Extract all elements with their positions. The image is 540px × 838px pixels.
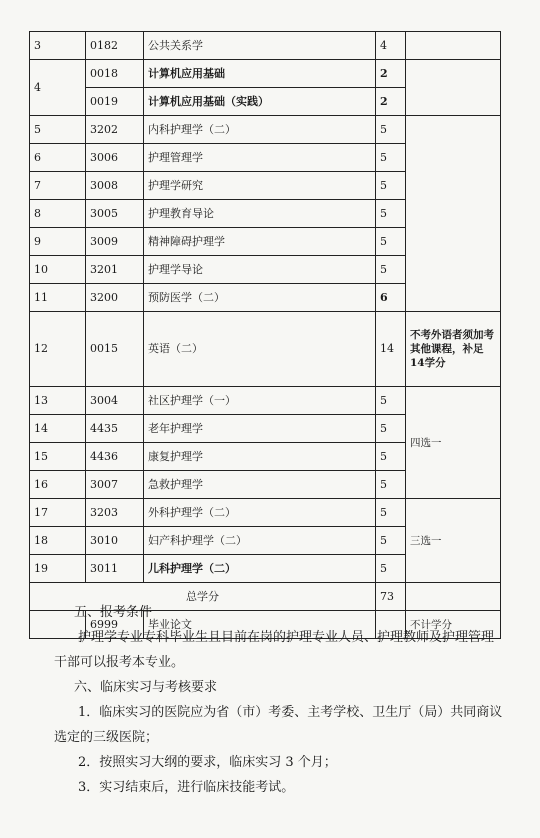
section-6-item-1: 1．临床实习的医院应为省（市）考委、主考学校、卫生厅（局）共同商议选定的三级医院；: [54, 705, 503, 745]
thesis-note: 不计学分: [406, 611, 501, 639]
row-no: 19: [30, 555, 86, 583]
course-credit: 5: [376, 555, 406, 583]
table-row: [30, 32, 501, 60]
course-credit: 5: [376, 443, 406, 471]
course-note: 不考外语者须加考其他课程，补足14学分: [406, 312, 501, 387]
course-code: 3203: [86, 499, 144, 527]
course-name: 康复护理学: [144, 443, 376, 471]
row-no: 13: [30, 387, 86, 415]
course-name: 护理教育导论: [144, 200, 376, 228]
course-name: 妇产科护理学（二）: [144, 527, 376, 555]
course-credit: 5: [376, 499, 406, 527]
course-code: 3006: [86, 144, 144, 172]
row-no: 7: [30, 172, 86, 200]
table-row: [30, 499, 501, 527]
course-name: 精神障碍护理学: [144, 228, 376, 256]
course-credit: 5: [376, 387, 406, 415]
thesis-name: 毕业论文: [144, 611, 376, 639]
total-credit: 73: [376, 583, 406, 611]
course-credit: 5: [376, 415, 406, 443]
course-note: 四选一: [406, 387, 501, 499]
total-label: 总学分: [30, 583, 376, 611]
course-note: [406, 116, 501, 312]
section-5-title: 五、报考条件: [74, 605, 153, 620]
course-name: 计算机应用基础（实践）: [144, 88, 376, 116]
course-code: 3011: [86, 555, 144, 583]
row-no: 8: [30, 200, 86, 228]
course-code: 3005: [86, 200, 144, 228]
section-6-item-2: 2．按照实习大纲的要求，临床实习 3 个月；: [78, 755, 337, 770]
row-no: 18: [30, 527, 86, 555]
course-credit: 4: [376, 32, 406, 60]
course-table: [29, 31, 501, 639]
section-6-title: 六、临床实习与考核要求: [74, 680, 218, 695]
course-code: 3200: [86, 284, 144, 312]
course-note: [406, 60, 501, 116]
course-code: 4436: [86, 443, 144, 471]
row-no: 16: [30, 471, 86, 499]
table-row: [30, 116, 501, 144]
course-name: 护理学导论: [144, 256, 376, 284]
course-credit: 5: [376, 116, 406, 144]
row-no: 11: [30, 284, 86, 312]
course-code: 3202: [86, 116, 144, 144]
course-name: 护理学研究: [144, 172, 376, 200]
course-credit: 2: [376, 88, 406, 116]
course-credit: 5: [376, 471, 406, 499]
course-name: 公共关系学: [144, 32, 376, 60]
course-code: 3004: [86, 387, 144, 415]
course-name: 外科护理学（二）: [144, 499, 376, 527]
course-code: 0018: [86, 60, 144, 88]
row-no: 15: [30, 443, 86, 471]
table-row: [30, 387, 501, 415]
course-name: 老年护理学: [144, 415, 376, 443]
course-name: 预防医学（二）: [144, 284, 376, 312]
row-no: 14: [30, 415, 86, 443]
body-text: [54, 600, 504, 800]
course-code: 3009: [86, 228, 144, 256]
row-no: 3: [30, 32, 86, 60]
course-credit: 14: [376, 312, 406, 387]
course-name: 计算机应用基础: [144, 60, 376, 88]
row-no: 5: [30, 116, 86, 144]
row-no: 17: [30, 499, 86, 527]
section-6-item-3: 3．实习结束后，进行临床技能考试。: [78, 780, 295, 795]
course-credit: 5: [376, 527, 406, 555]
course-code: 3201: [86, 256, 144, 284]
course-name: 护理管理学: [144, 144, 376, 172]
course-name: 急救护理学: [144, 471, 376, 499]
row-no: 12: [30, 312, 86, 387]
course-credit: 6: [376, 284, 406, 312]
table-row: [30, 312, 501, 387]
course-code: 0182: [86, 32, 144, 60]
row-no: 9: [30, 228, 86, 256]
course-credit: 5: [376, 256, 406, 284]
course-name: 社区护理学（一）: [144, 387, 376, 415]
thesis-code: 6999: [86, 611, 144, 639]
course-credit: 5: [376, 200, 406, 228]
section-5-body: 护理学专业专科毕业生且目前在岗的护理专业人员、护理教师及护理管理干部可以报考本专业。: [54, 630, 495, 670]
course-credit: 5: [376, 228, 406, 256]
course-note: 三选一: [406, 499, 501, 583]
course-name: 英语（二）: [144, 312, 376, 387]
course-note: [406, 32, 501, 60]
row-no: 6: [30, 144, 86, 172]
table-row: [30, 60, 501, 88]
course-code: 3007: [86, 471, 144, 499]
course-code: 3010: [86, 527, 144, 555]
course-code: 4435: [86, 415, 144, 443]
course-code: 0015: [86, 312, 144, 387]
course-name: 儿科护理学（二）: [144, 555, 376, 583]
course-credit: 5: [376, 144, 406, 172]
course-code: 0019: [86, 88, 144, 116]
course-credit: 2: [376, 60, 406, 88]
row-no: 10: [30, 256, 86, 284]
course-name: 内科护理学（二）: [144, 116, 376, 144]
course-credit: 5: [376, 172, 406, 200]
row-no: 4: [30, 60, 86, 116]
course-code: 3008: [86, 172, 144, 200]
